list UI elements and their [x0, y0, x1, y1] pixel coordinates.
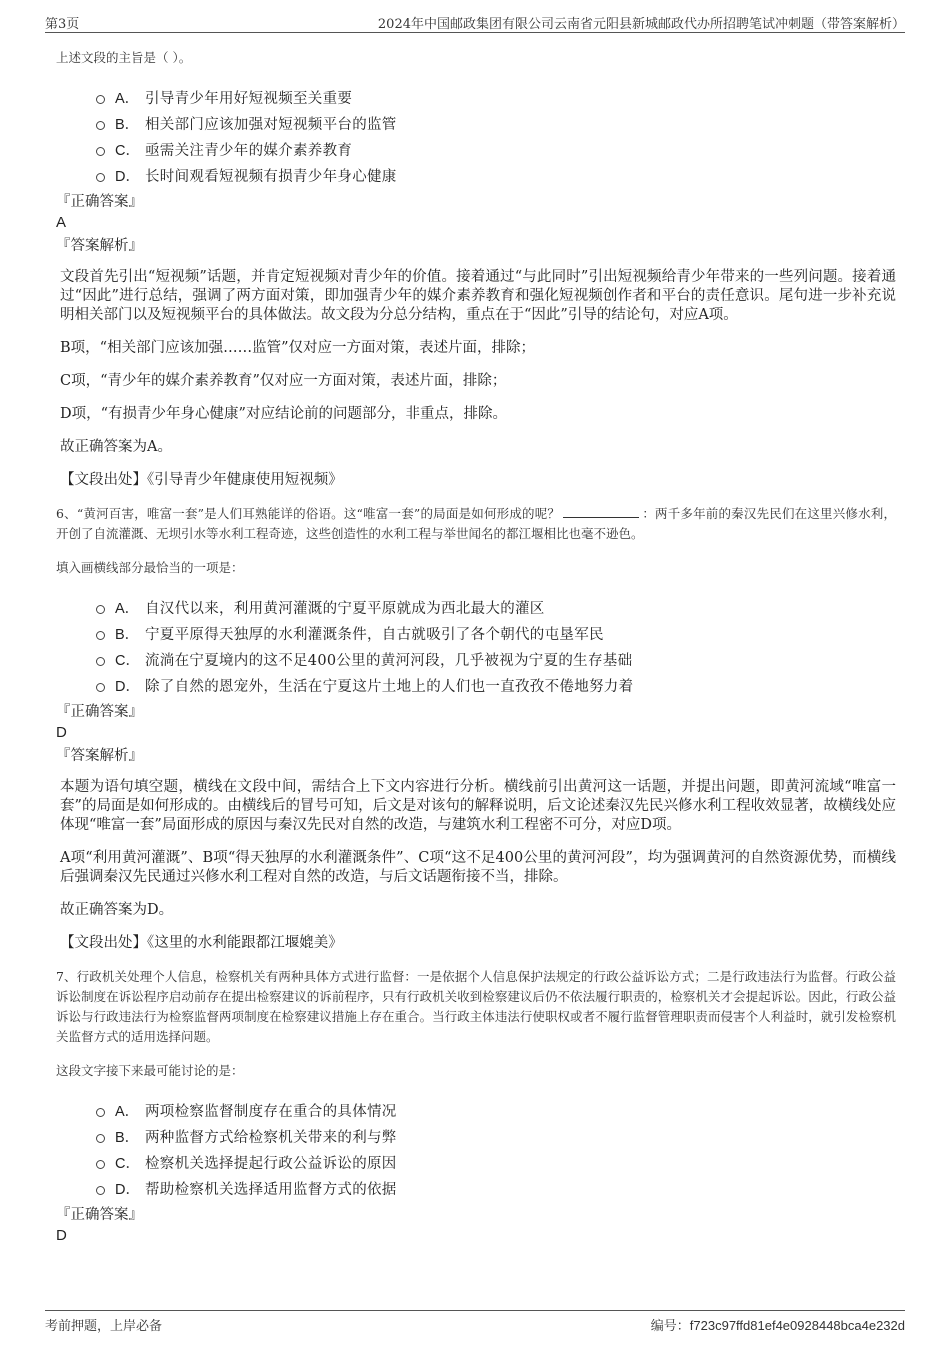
q6-answer-label: 『正确答案』 [56, 704, 143, 720]
q6-answer: D [56, 724, 67, 741]
q5-answer-label: 『正确答案』 [56, 194, 143, 210]
q6-option-d[interactable]: D． 除了自然的恩宠外，生活在宁夏这片土地上的人们也一直孜孜不倦地努力着 [96, 672, 896, 698]
analysis-paragraph: B项，“相关部门应该加强……监管”仅对应一方面对策，表述片面，排除； [60, 340, 535, 356]
q6-prompt: 填入画横线部分最恰当的一项是： [56, 560, 244, 575]
q6-option-a[interactable]: A． 自汉代以来，利用黄河灌溉的宁夏平原就成为西北最大的灌区 [96, 594, 896, 620]
q5-option-a[interactable]: A． 引导青少年用好短视频至关重要 [96, 84, 896, 110]
radio-icon[interactable] [96, 657, 105, 666]
radio-icon[interactable] [96, 147, 105, 156]
q5-options [96, 84, 896, 188]
page-header [45, 10, 905, 33]
analysis-paragraph: 本题为语句填空题，横线在文段中间，需结合上下文内容进行分析。横线前引出黄河这一话题，并提出问题，即黄河流域“唯富一套”的局面是如何形成的。由横线后的冒号可知，后文是对该句的解释说明，后文论述秦汉先民兴修水利工程收效显著，故横线处应体现“唯富一套”局面形成的原因与秦汉先民对自然的改造，与建筑水利工程密不可分，对应D项。 [60, 779, 896, 833]
document-title: 2024年中国邮政集团有限公司云南省元阳县新城邮政代办所招聘笔试冲刺题（带答案解析） [377, 17, 905, 32]
q7-option-d[interactable]: D． 帮助检察机关选择适用监督方式的依据 [96, 1175, 896, 1201]
q6-analysis [60, 778, 896, 920]
q6-option-b[interactable]: B． 宁夏平原得天独厚的水利灌溉条件，自古就吸引了各个朝代的屯垦军民 [96, 620, 896, 646]
page-number: 第3页 [45, 17, 80, 32]
page-content [56, 44, 896, 1247]
analysis-paragraph: A项“利用黄河灌溉”、B项“得天独厚的水利灌溉条件”、C项“这不足400公里的黄河河段”，均为强调黄河的自然资源优势，而横线后强调秦汉先民通过兴修水利工程对自然的改造，与后文话题衔接不当，排除。 [60, 850, 896, 885]
q6-option-c[interactable]: C． 流淌在宁夏境内的这不足400公里的黄河河段，几乎被视为宁夏的生存基础 [96, 646, 896, 672]
q6-options [96, 594, 896, 698]
radio-icon[interactable] [96, 1186, 105, 1195]
page-footer [45, 1310, 905, 1333]
q7-prompt: 这段文字接下来最可能讨论的是： [56, 1063, 244, 1078]
radio-icon[interactable] [96, 95, 105, 104]
q5-analysis [60, 268, 896, 457]
q7-stem: 7、行政机关处理个人信息，检察机关有两种具体方式进行监督：一是依据个人信息保护法规定的行政公益诉讼方式；二是行政违法行为监督。行政公益诉讼制度在诉讼程序启动前存在提出检察建议的诉前程序，只有行政机关收到检察建议后仍不依法履行职责的，检察机关才会提起诉讼。因此，行政公益诉讼与行政违法行为检察监督两项制度在检察建议措施上存在重合。当行政主体违法行使职权或者不履行监督管理职责而侵害个人利益时，就引发检察机关监督方式的适用选择问题。 [56, 969, 896, 1044]
analysis-paragraph: 故正确答案为D。 [60, 902, 174, 918]
q5-analysis-label: 『答案解析』 [56, 238, 143, 254]
q5-source: 【文段出处】《引导青少年健康使用短视频》 [60, 472, 343, 488]
q7-answer-label: 『正确答案』 [56, 1207, 143, 1223]
document-code: 编号：f723c97ffd81ef4e0928448bca4e232d [650, 1318, 905, 1334]
radio-icon[interactable] [96, 683, 105, 692]
q5-answer: A [56, 214, 67, 231]
radio-icon[interactable] [96, 1108, 105, 1117]
radio-icon[interactable] [96, 121, 105, 130]
radio-icon[interactable] [96, 1160, 105, 1169]
analysis-paragraph: 故正确答案为A。 [60, 439, 172, 455]
q5-option-b[interactable]: B． 相关部门应该加强对短视频平台的监管 [96, 110, 896, 136]
q7-options [96, 1097, 896, 1201]
q6-source: 【文段出处】《这里的水利能跟都江堰媲美》 [60, 935, 343, 951]
q5-option-d[interactable]: D． 长时间观看短视频有损青少年身心健康 [96, 162, 896, 188]
radio-icon[interactable] [96, 631, 105, 640]
analysis-paragraph: C项，“青少年的媒介素养教育”仅对应一方面对策，表述片面，排除； [60, 373, 507, 389]
q5-option-c[interactable]: C． 亟需关注青少年的媒介素养教育 [96, 136, 896, 162]
analysis-paragraph: D项，“有损青少年身心健康”对应结论前的问题部分，非重点，排除。 [60, 406, 507, 422]
q7-answer: D [56, 1227, 67, 1244]
radio-icon[interactable] [96, 173, 105, 182]
radio-icon[interactable] [96, 605, 105, 614]
q7-option-a[interactable]: A． 两项检察监督制度存在重合的具体情况 [96, 1097, 896, 1123]
q7-option-b[interactable]: B． 两种监督方式给检察机关带来的利与弊 [96, 1123, 896, 1149]
fill-blank [563, 505, 639, 518]
radio-icon[interactable] [96, 1134, 105, 1143]
q6-analysis-label: 『答案解析』 [56, 748, 143, 764]
q7-option-c[interactable]: C． 检察机关选择提起行政公益诉讼的原因 [96, 1149, 896, 1175]
analysis-paragraph: 文段首先引出“短视频”话题，并肯定短视频对青少年的价值。接着通过“与此同时”引出短视频给青少年带来的一些列问题。接着通过“因此”进行总结，强调了两方面对策，即加强青少年的媒介素养教育和强化短视频创作者和平台的责任意识。尾句进一步补充说明相关部门以及短视频平台的具体做法。故文段为分总分结构，重点在于“因此”引导的结论句，对应A项。 [60, 269, 896, 323]
q5-prompt: 上述文段的主旨是（ ）。 [56, 50, 192, 65]
q6-stem: 6、“黄河百害，唯富一套”是人们耳熟能详的俗语。这“唯富一套”的局面是如何形成的呢？ ：两千多年前的秦汉先民们在这里兴修水利，开创了自流灌溉、无坝引水等水利工程奇迹，这些创造性的水利工程与举世闻名的都江堰相比也毫不逊色。 [56, 506, 896, 541]
footer-slogan: 考前押题，上岸必备 [45, 1319, 163, 1334]
